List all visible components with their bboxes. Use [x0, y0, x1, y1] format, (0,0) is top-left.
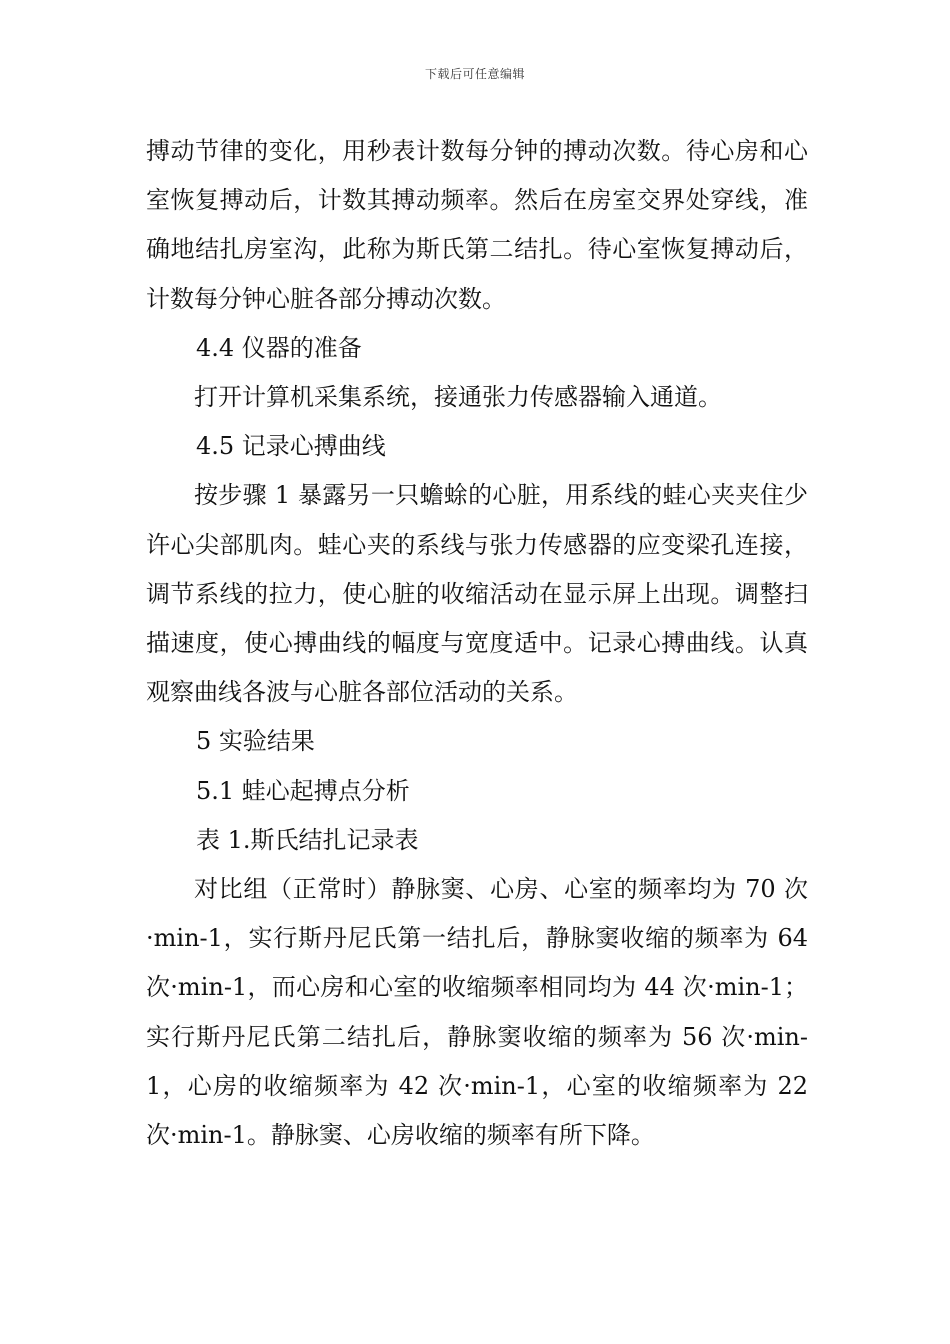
- paragraph-ligature-procedure: 搏动节律的变化，用秒表计数每分钟的搏动次数。待心房和心室恢复搏动后，计数其搏动频率。然后在房室交界处穿线，准确地结扎房室沟，此称为斯氏第二结扎。待心室恢复搏动后，计数每分钟心脏各部分搏动次数。: [146, 137, 808, 313]
- section-heading-4-4: 4.4 仪器的准备: [196, 333, 362, 362]
- section-heading-4-5: 4.5 记录心搏曲线: [196, 432, 386, 461]
- paragraph-results: 对比组（正常时）静脉窦、心房、心室的频率均为 70 次·min-1，实行斯丹尼氏第一结扎后，静脉窦收缩的频率为 64 次·min-1，而心房和心室的收缩频率相同均为 44 次·min-1；实行斯丹尼氏第二结扎后，静脉窦收缩的频率为 56 次·min-1，心房的收缩频率为 42 次·min-1，心室的收缩频率为 22 次·min-1。静脉窦、心房收缩的频率有所下降。: [146, 875, 808, 1150]
- document-body: [146, 127, 808, 1160]
- section-heading-5: 5 实验结果: [196, 727, 315, 756]
- table-caption: 表 1.斯氏结扎记录表: [196, 825, 419, 854]
- paragraph-instrument-prep: 打开计算机采集系统，接通张力传感器输入通道。: [194, 383, 722, 412]
- page-header: 下载后可任意编辑: [424, 67, 525, 81]
- paragraph-record-curve: 按步骤 1 暴露另一只蟾蜍的心脏，用系线的蛙心夹夹住少许心尖部肌肉。蛙心夹的系线与张力传感器的应变梁孔连接，调节系线的拉力，使心脏的收缩活动在显示屏上出现。调整扫描速度，使心搏曲线的幅度与宽度适中。记录心搏曲线。认真观察曲线各波与心脏各部位活动的关系。: [146, 481, 808, 707]
- section-heading-5-1: 5.1 蛙心起搏点分析: [196, 776, 410, 805]
